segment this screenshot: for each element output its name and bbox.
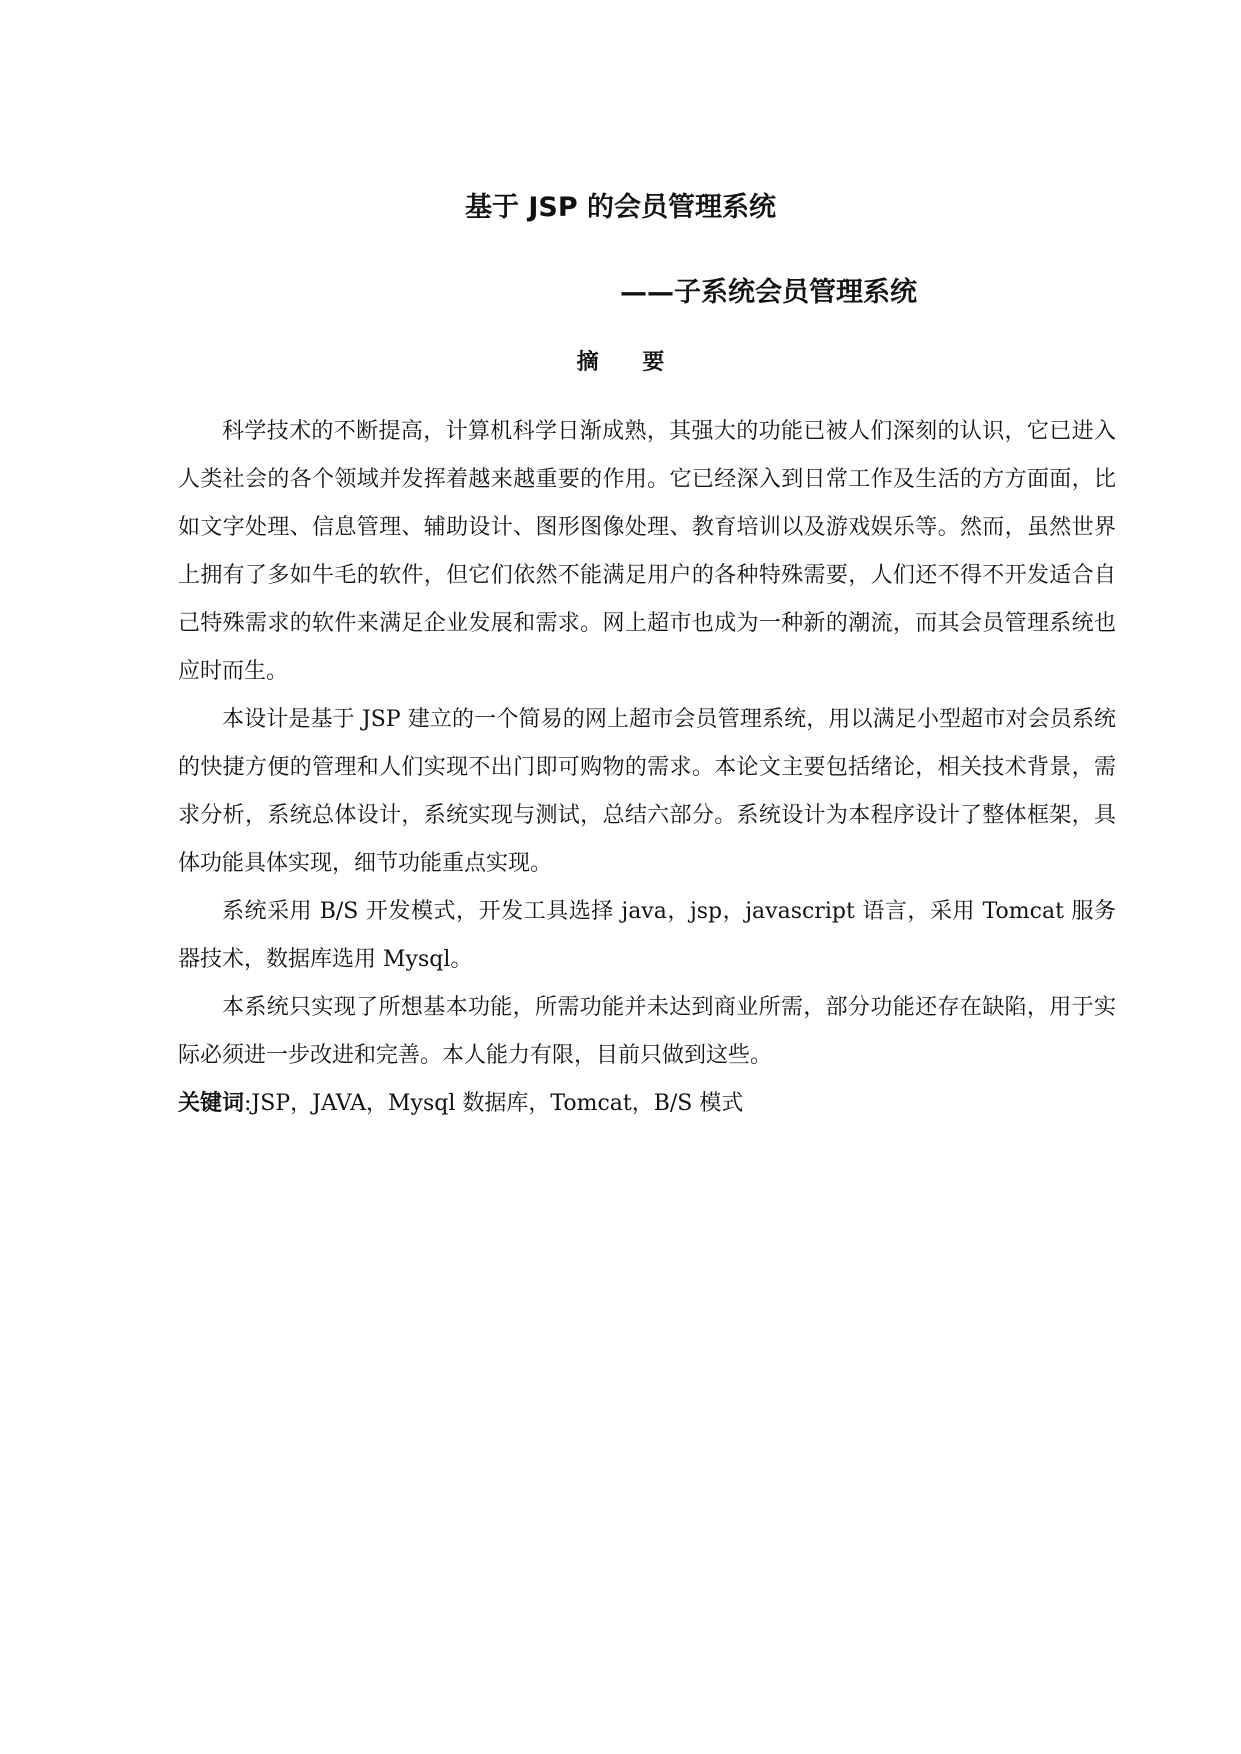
keywords-line (178, 1080, 1116, 1128)
abstract-paragraph-1: 科学技术的不断提高，计算机科学日渐成熟，其强大的功能已被人们深刻的认识，它已进入人类社会的各个领域并发挥着越来越重要的作用。它已经深入到日常工作及生活的方方面面，比如文字处理、信息管理、辅助设计、图形图像处理、教育培训以及游戏娱乐等。然而，虽然世界上拥有了多如牛毛的软件，但它们依然不能满足用户的各种特殊需要，人们还不得不开发适合自己特殊需求的软件来满足企业发展和需求。网上超市也成为一种新的潮流，而其会员管理系统也应时而生。 (178, 419, 1116, 684)
abstract-paragraph-3: 系统采用 B/S 开发模式，开发工具选择 java，jsp，javascript 语言，采用 Tomcat 服务器技术，数据库选用 Mysql。 (178, 899, 1116, 972)
abstract-paragraph-2: 本设计是基于 JSP 建立的一个简易的网上超市会员管理系统，用以满足小型超市对会员系统的快捷方便的管理和人们实现不出门即可购物的需求。本论文主要包括绪论，相关技术背景，需求分析，系统总体设计，系统实现与测试，总结六部分。系统设计为本程序设计了整体框架，具体功能具体实现，细节功能重点实现。 (178, 707, 1116, 876)
abstract-body (178, 408, 1116, 1128)
keywords-text: :JSP，JAVA，Mysql 数据库，Tomcat，B/S 模式 (244, 1091, 744, 1116)
abstract-paragraph-4: 本系统只实现了所想基本功能，所需功能并未达到商业所需，部分功能还存在缺陷，用于实际必须进一步改进和完善。本人能力有限，目前只做到这些。 (178, 995, 1116, 1068)
keywords-label: 关键词 (178, 1091, 245, 1116)
document-subtitle: ——子系统会员管理系统 (620, 277, 917, 308)
document-title: 基于 JSP 的会员管理系统 (464, 192, 777, 223)
abstract-heading: 摘 要 (576, 350, 683, 375)
